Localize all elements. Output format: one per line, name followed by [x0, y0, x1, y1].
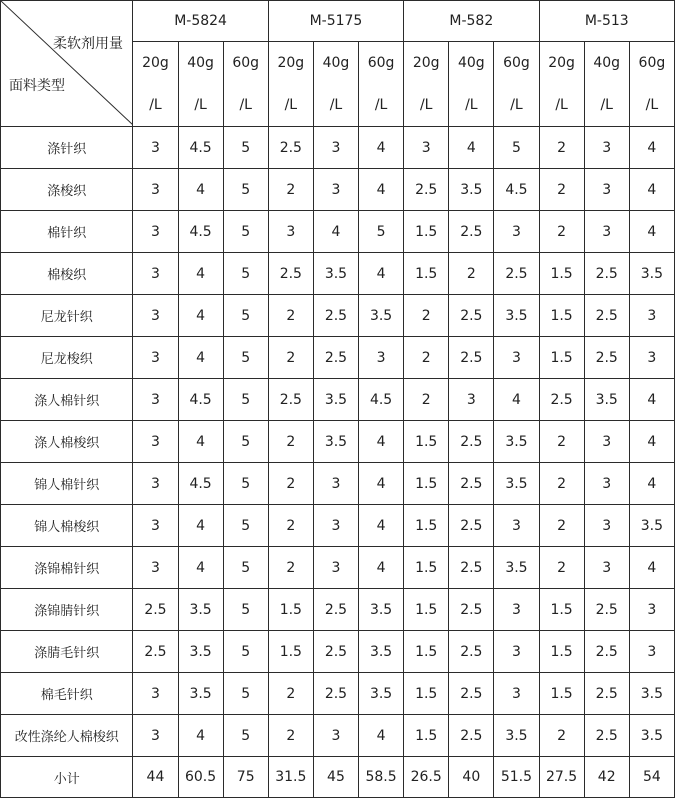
- value-cell: 4: [449, 127, 494, 169]
- value-cell: 2.5: [313, 295, 358, 337]
- value-cell: 5: [223, 379, 268, 421]
- value-cell: 5: [223, 169, 268, 211]
- value-cell: 1.5: [404, 253, 449, 295]
- value-cell: 3.5: [178, 589, 223, 631]
- value-cell: 1.5: [268, 631, 313, 673]
- value-cell: 5: [359, 211, 404, 253]
- value-cell: 2.5: [449, 337, 494, 379]
- fabric-type-cell: 棉毛针织: [1, 673, 133, 715]
- value-cell: 3: [494, 589, 539, 631]
- value-cell: 3.5: [629, 715, 674, 757]
- value-cell: 4: [629, 547, 674, 589]
- header-row-products: [1, 1, 675, 42]
- value-cell: 26.5: [404, 757, 449, 798]
- value-cell: 3: [629, 631, 674, 673]
- value-cell: 1.5: [539, 253, 584, 295]
- value-cell: 4: [359, 715, 404, 757]
- value-cell: 27.5: [539, 757, 584, 798]
- value-cell: 1.5: [404, 589, 449, 631]
- corner-diagonal-line: [1, 1, 133, 125]
- value-cell: 5: [223, 463, 268, 505]
- value-cell: 2.5: [404, 169, 449, 211]
- value-cell: 75: [223, 757, 268, 798]
- dosage-unit: /L: [510, 97, 523, 113]
- value-cell: 2: [268, 295, 313, 337]
- table-body: [1, 1, 675, 798]
- dosage-unit: /L: [419, 97, 433, 113]
- value-cell: 2.5: [584, 589, 629, 631]
- dosage-header: [449, 42, 494, 127]
- dosage-header: [133, 42, 178, 127]
- value-cell: 1.5: [404, 505, 449, 547]
- value-cell: 3: [133, 463, 178, 505]
- value-cell: 3.5: [449, 169, 494, 211]
- value-cell: 4: [494, 379, 539, 421]
- value-cell: 5: [223, 673, 268, 715]
- value-cell: 51.5: [494, 757, 539, 798]
- fabric-type-cell: 涤人棉针织: [1, 379, 133, 421]
- value-cell: 2.5: [584, 295, 629, 337]
- value-cell: 1.5: [404, 715, 449, 757]
- value-cell: 3: [494, 631, 539, 673]
- value-cell: 2.5: [584, 673, 629, 715]
- value-cell: 4: [178, 715, 223, 757]
- value-cell: 3.5: [629, 253, 674, 295]
- value-cell: 3.5: [584, 379, 629, 421]
- value-cell: 2: [268, 421, 313, 463]
- fabric-type-cell: 涤锦棉针织: [1, 547, 133, 589]
- table-row: [1, 337, 675, 379]
- dosage-amount: 60g: [232, 55, 260, 71]
- fabric-type-cell: 棉针织: [1, 211, 133, 253]
- value-cell: 2.5: [449, 673, 494, 715]
- value-cell: 2: [268, 505, 313, 547]
- value-cell: 5: [223, 715, 268, 757]
- value-cell: 2.5: [268, 253, 313, 295]
- table-row: [1, 127, 675, 169]
- corner-header-cell: [1, 1, 133, 127]
- value-cell: 2.5: [449, 547, 494, 589]
- value-cell: 3: [133, 379, 178, 421]
- value-cell: 2.5: [449, 463, 494, 505]
- value-cell: 4: [178, 337, 223, 379]
- value-cell: 1.5: [539, 673, 584, 715]
- value-cell: 5: [223, 127, 268, 169]
- value-cell: 2: [268, 463, 313, 505]
- value-cell: 3: [313, 547, 358, 589]
- value-cell: 3: [404, 127, 449, 169]
- value-cell: 3.5: [494, 463, 539, 505]
- dosage-header: [223, 42, 268, 127]
- fabric-type-cell: 锦人棉针织: [1, 463, 133, 505]
- value-cell: 2.5: [584, 337, 629, 379]
- value-cell: 2.5: [133, 631, 178, 673]
- value-cell: 4: [629, 211, 674, 253]
- value-cell: 58.5: [359, 757, 404, 798]
- value-cell: 2.5: [133, 589, 178, 631]
- value-cell: 2: [268, 673, 313, 715]
- value-cell: 2.5: [313, 337, 358, 379]
- dosage-header: [404, 42, 449, 127]
- table-row: [1, 169, 675, 211]
- dosage-unit: /L: [555, 97, 568, 113]
- value-cell: 3.5: [359, 589, 404, 631]
- value-cell: 4: [359, 127, 404, 169]
- value-cell: 4: [178, 295, 223, 337]
- value-cell: 4: [629, 421, 674, 463]
- value-cell: 2: [539, 169, 584, 211]
- table-row: [1, 421, 675, 463]
- dosage-unit: /L: [600, 97, 613, 113]
- table-row: [1, 505, 675, 547]
- value-cell: 3.5: [629, 505, 674, 547]
- value-cell: 3.5: [629, 673, 674, 715]
- value-cell: 5: [223, 253, 268, 295]
- value-cell: 1.5: [404, 463, 449, 505]
- value-cell: 3: [313, 715, 358, 757]
- value-cell: 3: [133, 715, 178, 757]
- dosage-amount: 40g: [593, 55, 621, 71]
- value-cell: 4: [359, 547, 404, 589]
- dosage-unit: /L: [194, 97, 207, 113]
- value-cell: 3: [133, 295, 178, 337]
- value-cell: 3: [584, 463, 629, 505]
- value-cell: 2.5: [539, 379, 584, 421]
- value-cell: 2.5: [313, 631, 358, 673]
- value-cell: 45: [313, 757, 358, 798]
- value-cell: 5: [223, 547, 268, 589]
- dosage-header: [359, 42, 404, 127]
- table-row: [1, 589, 675, 631]
- value-cell: 44: [133, 757, 178, 798]
- value-cell: 4: [178, 505, 223, 547]
- corner-bottom-label: 面料类型: [9, 78, 65, 94]
- value-cell: 2.5: [449, 421, 494, 463]
- value-cell: 3.5: [359, 673, 404, 715]
- value-cell: 3: [133, 253, 178, 295]
- value-cell: 3: [584, 127, 629, 169]
- value-cell: 1.5: [539, 631, 584, 673]
- value-cell: 5: [223, 337, 268, 379]
- value-cell: 3: [133, 421, 178, 463]
- dosage-amount: 40g: [187, 55, 214, 71]
- value-cell: 5: [223, 631, 268, 673]
- value-cell: 3: [313, 169, 358, 211]
- value-cell: 4: [178, 169, 223, 211]
- value-cell: 3: [584, 505, 629, 547]
- fabric-type-cell: 涤针织: [1, 127, 133, 169]
- dosage-header: [178, 42, 223, 127]
- value-cell: 4: [178, 547, 223, 589]
- dosage-amount: 20g: [142, 55, 169, 71]
- value-cell: 1.5: [539, 337, 584, 379]
- value-cell: 54: [629, 757, 674, 798]
- value-cell: 3.5: [178, 631, 223, 673]
- value-cell: 3: [584, 211, 629, 253]
- value-cell: 3: [133, 169, 178, 211]
- value-cell: 3.5: [494, 421, 539, 463]
- value-cell: 4: [178, 253, 223, 295]
- value-cell: 40: [449, 757, 494, 798]
- value-cell: 3: [133, 127, 178, 169]
- value-cell: 4: [629, 463, 674, 505]
- value-cell: 5: [223, 295, 268, 337]
- value-cell: 5: [494, 127, 539, 169]
- dosage-amount: 60g: [638, 55, 666, 71]
- product-header: M-582: [404, 1, 539, 42]
- value-cell: 4.5: [178, 127, 223, 169]
- value-cell: 3: [313, 463, 358, 505]
- table-row: [1, 295, 675, 337]
- dosage-amount: 40g: [457, 55, 485, 71]
- value-cell: 2: [539, 463, 584, 505]
- value-cell: 4: [629, 169, 674, 211]
- value-cell: 2: [268, 169, 313, 211]
- value-cell: 1.5: [539, 295, 584, 337]
- value-cell: 3.5: [494, 715, 539, 757]
- dosage-header: [268, 42, 313, 127]
- value-cell: 3: [629, 337, 674, 379]
- value-cell: 3: [133, 505, 178, 547]
- table-row: [1, 631, 675, 673]
- value-cell: 4.5: [178, 463, 223, 505]
- value-cell: 3: [313, 505, 358, 547]
- value-cell: 3: [494, 211, 539, 253]
- value-cell: 3: [629, 295, 674, 337]
- value-cell: 3.5: [313, 379, 358, 421]
- value-cell: 1.5: [404, 421, 449, 463]
- table-row: [1, 379, 675, 421]
- dosage-unit: /L: [239, 97, 252, 113]
- value-cell: 31.5: [268, 757, 313, 798]
- value-cell: 2.5: [494, 253, 539, 295]
- value-cell: 2.5: [313, 673, 358, 715]
- value-cell: 2.5: [449, 589, 494, 631]
- value-cell: 42: [584, 757, 629, 798]
- dosage-header: [313, 42, 358, 127]
- dosage-amount: 20g: [412, 55, 440, 71]
- value-cell: 1.5: [404, 631, 449, 673]
- value-cell: 3.5: [494, 547, 539, 589]
- value-cell: 3: [449, 379, 494, 421]
- value-cell: 3: [133, 673, 178, 715]
- dosage-header: [539, 42, 584, 127]
- product-header: M-513: [539, 1, 674, 42]
- value-cell: 2.5: [449, 295, 494, 337]
- value-cell: 3: [584, 547, 629, 589]
- value-cell: 2.5: [584, 253, 629, 295]
- corner-top-label: 柔软剂用量: [53, 36, 123, 52]
- value-cell: 3: [268, 211, 313, 253]
- dosage-unit: /L: [284, 97, 298, 113]
- value-cell: 1.5: [404, 673, 449, 715]
- product-header: M-5175: [268, 1, 403, 42]
- table-row: [1, 673, 675, 715]
- value-cell: 4: [359, 253, 404, 295]
- value-cell: 2.5: [449, 505, 494, 547]
- value-cell: 3: [133, 211, 178, 253]
- value-cell: 1.5: [268, 589, 313, 631]
- value-cell: 3: [133, 547, 178, 589]
- dosage-unit: /L: [329, 97, 343, 113]
- fabric-type-cell: 涤腈毛针织: [1, 631, 133, 673]
- value-cell: 2.5: [268, 127, 313, 169]
- value-cell: 3: [359, 337, 404, 379]
- value-cell: 1.5: [404, 547, 449, 589]
- value-cell: 2: [539, 547, 584, 589]
- value-cell: 4: [313, 211, 358, 253]
- value-cell: 2.5: [313, 589, 358, 631]
- dosage-amount: 60g: [367, 55, 395, 71]
- value-cell: 2: [268, 547, 313, 589]
- value-cell: 2: [539, 505, 584, 547]
- value-cell: 2.5: [584, 715, 629, 757]
- value-cell: 2: [539, 211, 584, 253]
- value-cell: 60.5: [178, 757, 223, 798]
- value-cell: 3.5: [359, 295, 404, 337]
- value-cell: 3.5: [313, 421, 358, 463]
- value-cell: 3.5: [359, 631, 404, 673]
- value-cell: 4.5: [178, 211, 223, 253]
- value-cell: 3: [494, 673, 539, 715]
- dosage-unit: /L: [374, 97, 388, 113]
- value-cell: 3: [313, 127, 358, 169]
- value-cell: 2: [449, 253, 494, 295]
- value-cell: 2: [404, 379, 449, 421]
- value-cell: 3: [629, 589, 674, 631]
- fabric-type-cell: 锦人棉梭织: [1, 505, 133, 547]
- value-cell: 3: [584, 169, 629, 211]
- value-cell: 3: [494, 505, 539, 547]
- value-cell: 3.5: [494, 295, 539, 337]
- fabric-type-cell: 棉梭织: [1, 253, 133, 295]
- value-cell: 1.5: [404, 211, 449, 253]
- value-cell: 2: [404, 295, 449, 337]
- dosage-amount: 40g: [322, 55, 350, 71]
- value-cell: 2.5: [449, 211, 494, 253]
- fabric-type-cell: 小计: [1, 757, 133, 798]
- value-cell: 2.5: [449, 715, 494, 757]
- value-cell: 2: [539, 715, 584, 757]
- value-cell: 5: [223, 589, 268, 631]
- value-cell: 1.5: [539, 589, 584, 631]
- value-cell: 4: [359, 463, 404, 505]
- value-cell: 2: [404, 337, 449, 379]
- dosage-amount: 20g: [548, 55, 575, 71]
- value-cell: 4: [178, 421, 223, 463]
- value-cell: 3: [494, 337, 539, 379]
- table-row: [1, 757, 675, 798]
- table-row: [1, 463, 675, 505]
- dosage-unit: /L: [149, 97, 162, 113]
- value-cell: 4.5: [359, 379, 404, 421]
- dosage-unit: /L: [465, 97, 478, 113]
- dosage-header: [629, 42, 674, 127]
- dosage-amount: 60g: [503, 55, 530, 71]
- value-cell: 3: [133, 337, 178, 379]
- value-cell: 5: [223, 211, 268, 253]
- table-row: [1, 211, 675, 253]
- value-cell: 4: [359, 421, 404, 463]
- value-cell: 4: [359, 505, 404, 547]
- value-cell: 5: [223, 421, 268, 463]
- value-cell: 2: [268, 337, 313, 379]
- dosage-header: [494, 42, 539, 127]
- value-cell: 2: [539, 421, 584, 463]
- value-cell: 4: [629, 379, 674, 421]
- value-cell: 4: [359, 169, 404, 211]
- value-cell: 4.5: [178, 379, 223, 421]
- value-cell: 2: [539, 127, 584, 169]
- table-row: [1, 715, 675, 757]
- value-cell: 2: [268, 715, 313, 757]
- value-cell: 3.5: [313, 253, 358, 295]
- value-cell: 2.5: [449, 631, 494, 673]
- value-cell: 2.5: [584, 631, 629, 673]
- fabric-type-cell: 尼龙针织: [1, 295, 133, 337]
- fabric-type-cell: 改性涤纶人棉梭织: [1, 715, 133, 757]
- table-row: [1, 253, 675, 295]
- fabric-type-cell: 涤梭织: [1, 169, 133, 211]
- value-cell: 4.5: [494, 169, 539, 211]
- value-cell: 2.5: [268, 379, 313, 421]
- value-cell: 5: [223, 505, 268, 547]
- value-cell: 3.5: [178, 673, 223, 715]
- dosage-unit: /L: [645, 97, 659, 113]
- fabric-type-cell: 涤人棉梭织: [1, 421, 133, 463]
- fabric-type-cell: 涤锦腈针织: [1, 589, 133, 631]
- fabric-type-cell: 尼龙梭织: [1, 337, 133, 379]
- dosage-amount: 20g: [277, 55, 305, 71]
- product-header: M-5824: [133, 1, 268, 42]
- dosage-header: [584, 42, 629, 127]
- table-row: [1, 547, 675, 589]
- value-cell: 3: [584, 421, 629, 463]
- value-cell: 4: [629, 127, 674, 169]
